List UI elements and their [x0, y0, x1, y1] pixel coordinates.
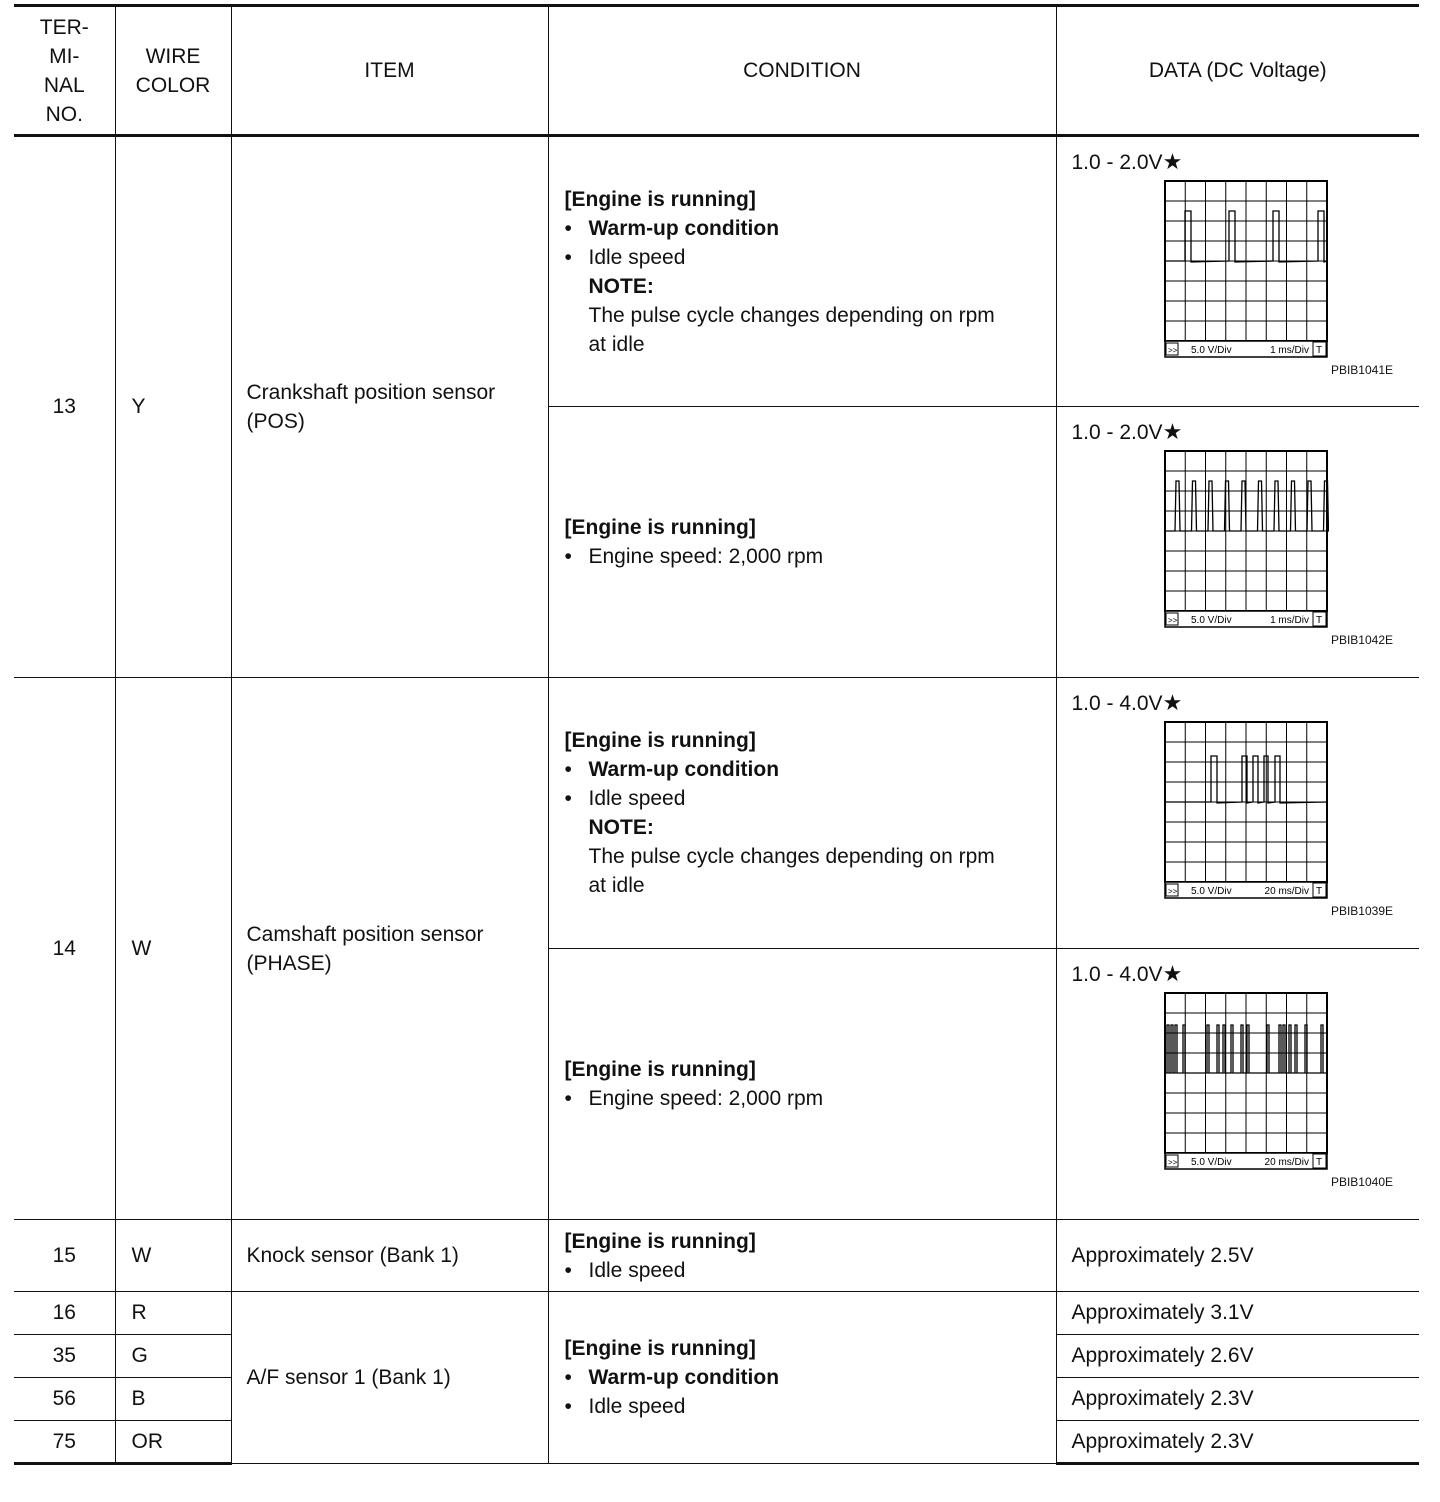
- voltage-value: 1.0 - 2.0V: [1071, 421, 1163, 444]
- table-row: [14, 1292, 1419, 1335]
- voltage-value: 1.0 - 4.0V: [1071, 963, 1163, 986]
- scope-trigger-icon: T: [1315, 615, 1322, 626]
- oscilloscope-waveform: [1163, 179, 1329, 361]
- note-text: at idle: [588, 874, 645, 897]
- header-terminal-no: [14, 6, 115, 136]
- condition-cell: [548, 136, 1056, 407]
- star-icon: ★: [1162, 690, 1183, 715]
- data-cell: [1056, 407, 1419, 678]
- condition-bullet: Idle speed: [588, 1395, 686, 1418]
- bullet-icon: •: [564, 1258, 572, 1282]
- data-cell: Approximately 2.3V: [1056, 1421, 1419, 1464]
- data-cell: Approximately 2.5V: [1056, 1220, 1419, 1292]
- figure-id: PBIB1041E: [1330, 363, 1393, 377]
- terminal-no: 75: [14, 1421, 115, 1464]
- wire-color: OR: [115, 1421, 231, 1464]
- scope-trigger-icon: T: [1315, 886, 1322, 897]
- terminal-no: 15: [14, 1220, 115, 1292]
- terminal-no: 35: [14, 1335, 115, 1378]
- figure-id: PBIB1040E: [1330, 1175, 1393, 1189]
- condition-bullet: Idle speed: [588, 1258, 686, 1282]
- bullet-icon: •: [564, 787, 572, 810]
- voltage-label: [1072, 419, 1420, 445]
- terminal-no: 16: [14, 1292, 115, 1335]
- header-wire-line: WIRE: [145, 44, 201, 68]
- condition-bullet: Warm-up condition: [588, 216, 780, 240]
- condition-heading: [Engine is running]: [564, 729, 756, 752]
- scope-volt-div: 5.0 V/Div: [1190, 886, 1232, 897]
- item-line: (PHASE): [246, 951, 332, 975]
- wire-color: Y: [115, 136, 231, 678]
- wire-color: G: [115, 1335, 231, 1378]
- condition-heading: [Engine is running]: [564, 1058, 756, 1081]
- scope-trigger-icon: T: [1315, 345, 1322, 356]
- data-cell: Approximately 3.1V: [1056, 1292, 1419, 1335]
- terminal-no: 14: [14, 678, 115, 1220]
- header-condition: CONDITION: [548, 6, 1056, 136]
- scope-arrow-icon: >>: [1167, 616, 1177, 625]
- header-terminal-line: TER-: [39, 15, 89, 39]
- header-wire-color: [115, 6, 231, 136]
- scope-volt-div: 5.0 V/Div: [1190, 345, 1232, 356]
- voltage-label: [1072, 149, 1420, 175]
- bullet-icon: •: [564, 1395, 572, 1418]
- header-row: [14, 6, 1419, 136]
- condition-heading: [Engine is running]: [564, 1337, 756, 1360]
- star-icon: ★: [1162, 149, 1183, 174]
- note-text: at idle: [588, 332, 645, 356]
- figure-id: PBIB1042E: [1330, 633, 1393, 647]
- header-data: DATA (DC Voltage): [1056, 6, 1419, 136]
- condition-heading: [Engine is running]: [564, 1229, 756, 1253]
- scope-arrow-icon: >>: [1167, 1158, 1177, 1167]
- scope-time-div: 1 ms/Div: [1269, 615, 1309, 626]
- voltage-value: 1.0 - 2.0V: [1071, 151, 1163, 174]
- scope-time-div: 20 ms/Div: [1264, 886, 1309, 897]
- figure-id: PBIB1039E: [1330, 904, 1393, 918]
- condition-cell: [548, 678, 1056, 949]
- condition-heading: [Engine is running]: [564, 516, 756, 539]
- header-wire-line: COLOR: [135, 73, 211, 97]
- item-line: (POS): [246, 410, 305, 433]
- note-label: NOTE:: [588, 274, 654, 298]
- condition-cell: [548, 949, 1056, 1220]
- condition-bullet: Warm-up condition: [588, 758, 780, 781]
- item-cell: A/F sensor 1 (Bank 1): [231, 1292, 548, 1464]
- voltage-label: [1072, 961, 1420, 987]
- item-line: Camshaft position sensor: [246, 922, 484, 946]
- wire-color: R: [115, 1292, 231, 1335]
- bullet-icon: •: [564, 1087, 572, 1110]
- data-cell: Approximately 2.3V: [1056, 1378, 1419, 1421]
- wire-color: W: [115, 1220, 231, 1292]
- header-terminal-line: NO.: [45, 102, 83, 126]
- header-terminal-line: NAL: [43, 73, 85, 97]
- scope-arrow-icon: >>: [1167, 346, 1177, 355]
- terminal-no: 56: [14, 1378, 115, 1421]
- scope-time-div: 1 ms/Div: [1269, 345, 1309, 356]
- condition-bullet: Engine speed: 2,000 rpm: [588, 1087, 824, 1110]
- scope-volt-div: 5.0 V/Div: [1190, 1157, 1232, 1168]
- terminal-no: 13: [14, 136, 115, 678]
- header-item: ITEM: [231, 6, 548, 136]
- condition-cell: [548, 1220, 1056, 1292]
- scope-volt-div: 5.0 V/Div: [1190, 615, 1232, 626]
- note-text: The pulse cycle changes depending on rpm: [588, 845, 995, 868]
- oscilloscope-waveform: [1163, 991, 1329, 1173]
- condition-bullet: Idle speed: [588, 245, 686, 269]
- voltage-value: 1.0 - 4.0V: [1071, 692, 1163, 715]
- condition-cell: [548, 1292, 1056, 1464]
- item-cell: [231, 136, 548, 678]
- waveform-trace: [1165, 481, 1329, 531]
- scope-arrow-icon: >>: [1167, 887, 1177, 896]
- voltage-label: [1072, 690, 1420, 716]
- table-row: [14, 678, 1419, 949]
- scope-time-div: 20 ms/Div: [1264, 1157, 1309, 1168]
- note-label: NOTE:: [588, 816, 654, 839]
- oscilloscope-waveform: [1163, 449, 1329, 631]
- star-icon: ★: [1162, 419, 1183, 444]
- terminal-data-table: [14, 4, 1419, 1465]
- table-row: [14, 1220, 1419, 1292]
- bullet-icon: •: [564, 1366, 572, 1389]
- condition-cell: [548, 407, 1056, 678]
- wire-color: W: [115, 678, 231, 1220]
- condition-bullet: Idle speed: [588, 787, 686, 810]
- condition-bullet: Warm-up condition: [588, 1366, 780, 1389]
- data-cell: [1056, 678, 1419, 949]
- condition-bullet: Engine speed: 2,000 rpm: [588, 545, 824, 568]
- star-icon: ★: [1162, 961, 1183, 986]
- data-cell: Approximately 2.6V: [1056, 1335, 1419, 1378]
- table-row: [14, 136, 1419, 407]
- item-line: Crankshaft position sensor: [246, 381, 496, 404]
- scope-trigger-icon: T: [1315, 1157, 1322, 1168]
- data-cell: [1056, 136, 1419, 407]
- wire-color: B: [115, 1378, 231, 1421]
- item-cell: [231, 678, 548, 1220]
- bullet-icon: •: [564, 245, 572, 269]
- header-terminal-line: MI-: [49, 44, 80, 68]
- bullet-icon: •: [564, 758, 572, 781]
- note-text: The pulse cycle changes depending on rpm: [588, 303, 995, 327]
- bullet-icon: •: [564, 216, 572, 240]
- bullet-icon: •: [564, 545, 572, 568]
- item-cell: Knock sensor (Bank 1): [231, 1220, 548, 1292]
- oscilloscope-waveform: [1163, 720, 1329, 902]
- condition-heading: [Engine is running]: [564, 187, 756, 211]
- data-cell: [1056, 949, 1419, 1220]
